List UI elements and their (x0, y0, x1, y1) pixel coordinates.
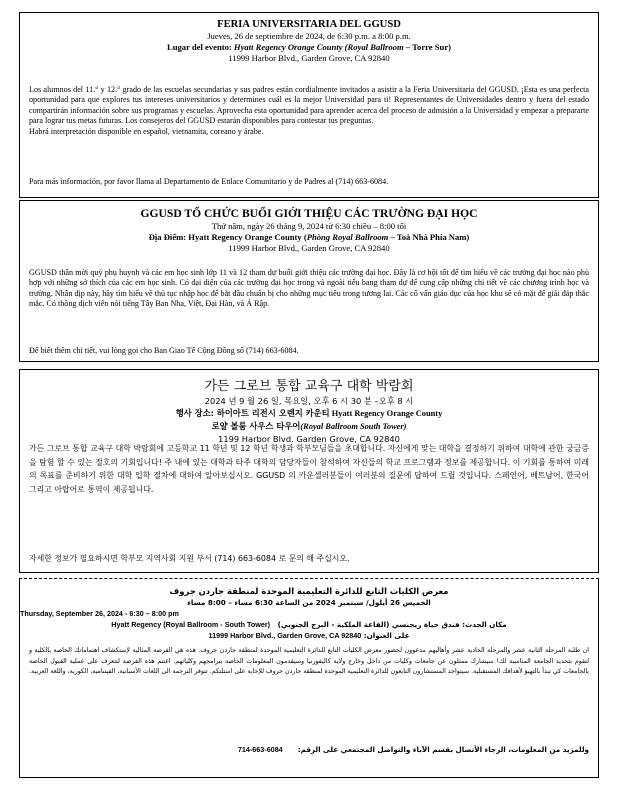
vietnamese-body (29, 268, 589, 310)
spanish-venue-name: Hyatt Regency Orange County (Royal Ballroom (233, 42, 404, 52)
korean-venue (20, 407, 598, 420)
arabic-address-label: على العنوان: (363, 631, 410, 640)
korean-venue-en: Hyatt Regency Orange County (329, 409, 443, 418)
korean-date: 2024 년 9 월 26 일, 목요일, 오후 6 시 30 분 –오후 8 시 (204, 396, 414, 406)
spanish-contact-block (29, 177, 589, 187)
vietnamese-notice (19, 200, 599, 362)
korean-contact-block (29, 552, 589, 566)
arabic-date-en-line (20, 608, 598, 619)
vietnamese-venue-tail: – Toà Nhà Phía Nam) (388, 232, 470, 242)
arabic-venue-line (20, 619, 598, 630)
korean-title: 가든 그로브 통합 교육구 대학 박람회 (204, 379, 414, 394)
spanish-paragraph: Los alumnos del 11.° y 12.° grado de las escuelas secundarias y sus padres están cordialmente invitados a asistir a la Feria Universitaria del GGUSD. ¡Esta es una perfecta oportunidad para que explores tus intereses universitarios y determines cuál es la mejor Universidad para ti! Representantes de Universidades dentro y fuera del estado compartirán información sobre sus programas y escuelas. Aprovecha esta oportunidad para aprender acerca del proceso de admisión a la Universidad y empezar a prepararte para lograr tus metas futuras. Los consejeros del GGUSD estarán disponibles para contestar tus preguntas. (29, 85, 589, 126)
korean-venue-room-en: (Royal Ballroom South Tower) (300, 422, 407, 431)
vietnamese-title: GGUSD TỔ CHỨC BUỔI GIỚI THIỆU CÁC TRƯỜNG ĐẠI HỌC (140, 207, 478, 220)
spanish-header (20, 13, 598, 64)
arabic-contact-text: وللمزيد من المعلومات، الرجاء الأتصال بقسم الآباء والتواصل المجتمعي على الرقم: (297, 745, 589, 755)
arabic-date-ar: الخميس 26 أيلول/ سبتمبر 2024 من الساعة 6:30 مساء – 8:00 مساء (187, 598, 431, 607)
vietnamese-paragraph: GGUSD thân mời quý phụ huynh và các em học sinh lớp 11 và 12 tham dự buổi giới thiệu các trường đại học. Đây là cơ hội tốt để tìm hiểu về các trường đại học nào phù hợp với những sở thích của các em học sinh. Có đại diện của các trường đại học trong và ngoài tiểu bang tham dự để cung cấp những chi tiết về các chương trình học và trường. Nhân dịp này, hãy tìm hiểu về thủ tục nhập học để bắt đầu chuẩn bị cho những mục tiêu trong tương lai. Các cố vấn giáo dục của học khu sẽ có mặt để giải đáp thắc mắc. Có thông dịch viên nói tiếng Tây Ban Nha, Việt, Đại Hàn, và Ả Rập. (29, 268, 589, 309)
korean-venue-label: 행사 장소: 하이아트 리전시 오렌지 카운티 (175, 408, 330, 418)
arabic-notice (19, 578, 599, 778)
arabic-header (20, 579, 598, 641)
spanish-address: 11999 Harbor Blvd., Garden Grove, CA 92840 (228, 53, 390, 63)
spanish-date: Jueves, 26 de septiembre de 2024, de 6:30 p.m. a 8:00 p.m. (207, 31, 411, 41)
spanish-contact: Para más información, por favor llama al Departamento de Enlace Comunitario y de Padres al (714) 663-6084. (29, 177, 389, 186)
arabic-contact-phone: 714-663-6084 (237, 745, 283, 755)
arabic-address-en: 11999 Harbor Blvd., Garden Grove, CA 92840 (208, 631, 362, 640)
arabic-venue-ar: مكان الحدث: فندق حياة ريجنسي (القاعة الملكية - البرج الجنوبي) (277, 620, 507, 629)
korean-venue-room-label: 로얄 볼룸 사우스 타우어 (211, 421, 301, 431)
korean-contact: 자세한 정보가 필요하시면 학부모 지역사회 지원 부서 (714) 663-6084 로 문의 해 주십시오. (29, 554, 350, 563)
vietnamese-header (20, 201, 598, 254)
korean-body (29, 442, 589, 496)
arabic-body (29, 646, 589, 678)
arabic-address-line (20, 630, 598, 641)
vietnamese-venue-label: Địa Điểm: Hyatt Regency Orange County ( (148, 232, 307, 242)
arabic-contact (29, 744, 589, 755)
vietnamese-contact-block (29, 346, 589, 356)
vietnamese-venue-italic: Phòng Royal Ballroom (306, 232, 389, 242)
vietnamese-address: 11999 Harbor Blvd., Garden Grove, CA 92840 (228, 243, 390, 253)
korean-paragraph: 가든 그로브 통합 교육구 대학 박람회에 고등학교 11 학년 및 12 학년 학생과 학부모님들을 초대합니다. 자신에게 맞는 대학을 결정하기 위하여 대학에 관한 궁금증을 탐험 할 수 있는 절호의 기회입니다! 주 내에 있는 대학과 타주 대학의 담당자들이 참석하여 자신들의 학교 프로그램과 정보를 제공합니다. 이 기회를 통하여 미래의 목표를 준비하기 위한 대학 입학 절차에 대하여 알아보십시오. GGUSD 의 카운셀러분들이 여러분의 질문에 답하여 드릴 것입니다. 스페인어, 베트남어, 한국어 그리고 아랍어로 통역이 제공됩니다. (29, 444, 589, 494)
korean-address: 1199 Harbor Blvd. Garden Grove, CA 92840 (218, 434, 400, 444)
arabic-date-en: Thursday, September 26, 2024 - 6:30 – 8:00 pm (20, 609, 179, 618)
arabic-title: معرض الكليات التابع للدائرة التعليمية الموحدة لمنطقة جاردن جروف (169, 586, 449, 596)
arabic-paragraph: ان طلبة المرحلة الثانية عشر والمرحلة الحادية عشر وأهاليهم مدعوون لحضور معرض الكليات التابع للدائرة التعليمية الموحدة لمنطقة جاردن جروف. هذه هي الفرصة المثالية لإستكشاف اهتماماتك الخاصة بالكلية و لتقوم بتحديد الجامعة المناسبة لك! سيشارك ممثلون عن جامعات وكليات من داخل وخارج ولاية كاليفورنيا وسيقدمون المعلومات الخاصة ببرامجهم وكلياتهم. اغتنم هذه الفرصة لتتعرف على عملية القبول الخاصة بالجامعات كي تبدأ بالتهيؤ لأهدافك المستقبلية. سيتواجد المستشارون التابعون للدائرة التعليمية الموحدة لمنطقة جاردن جروف للإجابة على استلتكم. تتوفر الترجمة الى اللغات الأسبانية، الفيتنامية، الكورية، واللغة العربية. (29, 647, 589, 676)
korean-notice (19, 369, 599, 573)
spanish-notice (19, 12, 599, 198)
vietnamese-date: Thứ năm, ngày 26 tháng 9, 2024 từ 6:30 chiều – 8:00 tối (211, 221, 407, 231)
spanish-venue-label: Lugar del evento: (166, 42, 232, 52)
spanish-body (29, 85, 589, 137)
arabic-contact-block (29, 737, 589, 762)
arabic-venue-en: Hyatt Regency (Royal Ballroom - South Tower) (111, 620, 271, 629)
spanish-venue-tail: – Torre Sur) (403, 42, 452, 52)
korean-header (20, 370, 598, 445)
spanish-venue (20, 42, 598, 53)
arabic-date-line (20, 597, 598, 608)
vietnamese-contact: Để biết thêm chi tiết, vui lòng gọi cho Ban Giao Tế Cộng Đồng số (714) 663-6084. (29, 346, 299, 355)
korean-venue-room (20, 420, 598, 433)
vietnamese-venue (20, 232, 598, 243)
spanish-interpretation: Habrá interpretación disponible en español, vietnamita, coreano y árabe. (29, 126, 264, 136)
spanish-title: FERIA UNIVERSITARIA DEL GGUSD (217, 19, 401, 30)
